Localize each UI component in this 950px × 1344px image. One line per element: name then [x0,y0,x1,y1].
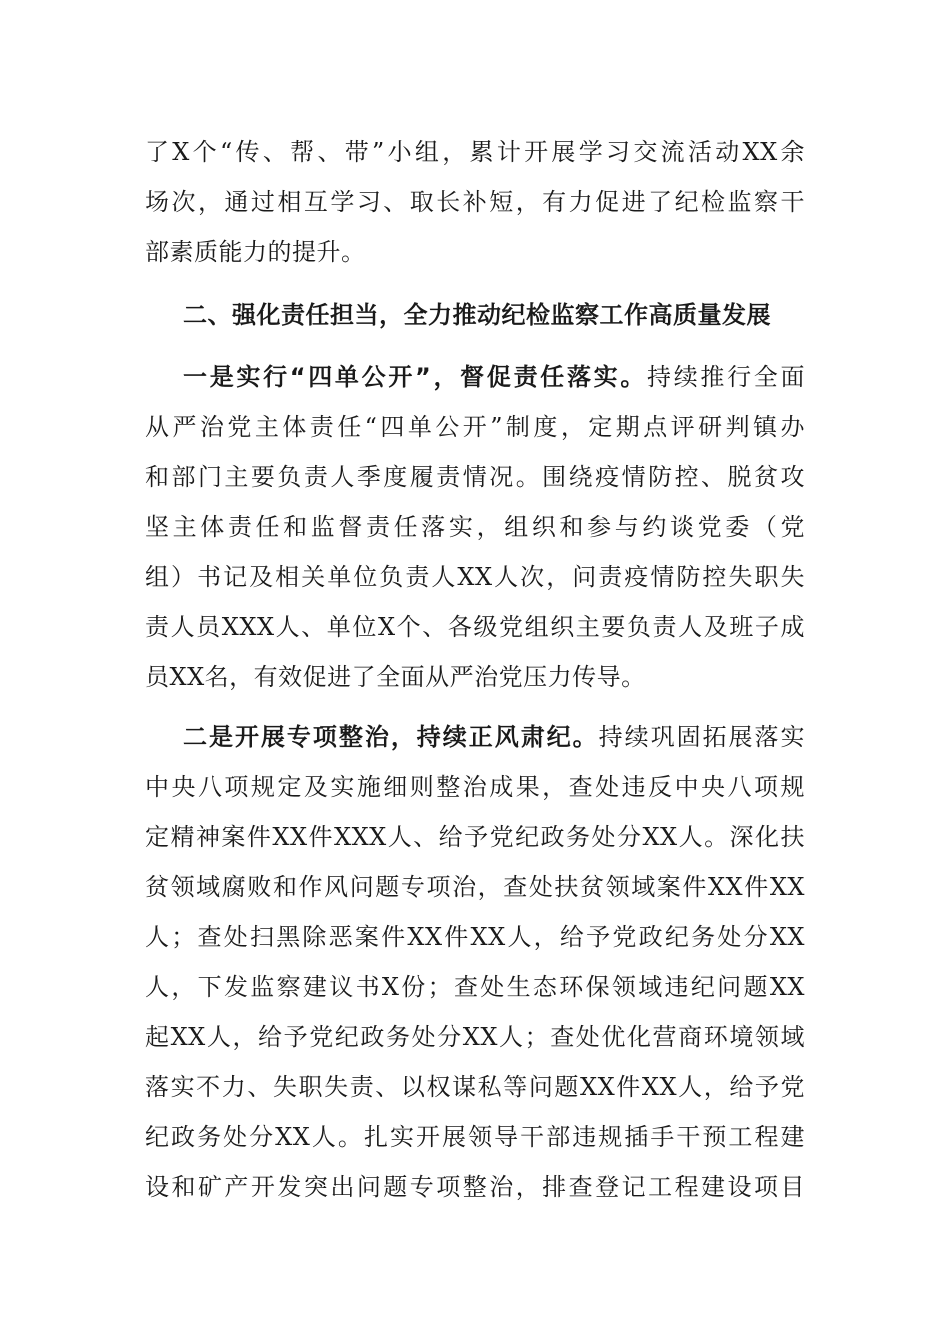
paragraph-1-line-3: 部素质能力的提升。 [145,238,366,266]
paragraph-3-line-8: 落实不力、失职失责、以权谋私等问题XX件XX人，给予党 [145,1073,805,1101]
paragraph-3-line-2: 中央八项规定及实施细则整治成果，查处违反中央八项规 [145,773,805,801]
paragraph-3-line-1-text: 持续巩固拓展落实 [598,723,806,751]
paragraph-2-line-2: 从严治党主体责任“四单公开”制度，定期点评研判镇办 [145,413,805,441]
paragraph-3-line-3: 定精神案件XX件XXX人、给予党纪政务处分XX人。深化扶 [145,823,805,851]
paragraph-2-line-5: 组）书记及相关单位负责人XX人次，问责疫情防控失职失 [145,563,805,591]
paragraph-3-line-6: 人，下发监察建议书X份；查处生态环保领域违纪问题XX [145,973,805,1001]
paragraph-2-line-6: 责人员XXX人、单位X个、各级党组织主要负责人及班子成 [145,613,805,641]
section-heading: 二、强化责任担当，全力推动纪检监察工作高质量发展 [183,301,771,329]
paragraph-3-line-4: 贫领域腐败和作风问题专项治，查处扶贫领域案件XX件XX [145,873,805,901]
paragraph-2-line-4: 坚主体责任和监督责任落实，组织和参与约谈党委（党 [145,513,805,541]
paragraph-3-line-5: 人；查处扫黑除恶案件XX件XX人，给予党政纪务处分XX [145,923,805,951]
paragraph-3-line-1 [183,712,805,762]
paragraph-1-line-1: 了X个“传、帮、带”小组，累计开展学习交流活动XX余 [145,138,805,166]
paragraph-2-line-1 [183,352,805,402]
paragraph-2-line-3: 和部门主要负责人季度履责情况。围绕疫情防控、脱贫攻 [145,463,805,491]
paragraph-3-line-7: 起XX人，给予党纪政务处分XX人；查处优化营商环境领域 [145,1023,805,1051]
paragraph-3-line-9: 纪政务处分XX人。扎实开展领导干部违规插手干预工程建 [145,1123,805,1151]
paragraph-3-line-10: 设和矿产开发突出问题专项整治，排查登记工程建设项目 [145,1173,805,1201]
paragraph-2-line-7: 员XX名，有效促进了全面从严治党压力传导。 [145,663,646,691]
paragraph-2-lead: 一是实行“四单公开”，督促责任落实。 [183,363,648,391]
paragraph-2-line-1-text: 持续推行全面 [647,363,805,391]
paragraph-3-lead: 二是开展专项整治，持续正风肃纪。 [183,723,599,751]
paragraph-1-line-2: 场次，通过相互学习、取长补短，有力促进了纪检监察干 [145,188,805,216]
